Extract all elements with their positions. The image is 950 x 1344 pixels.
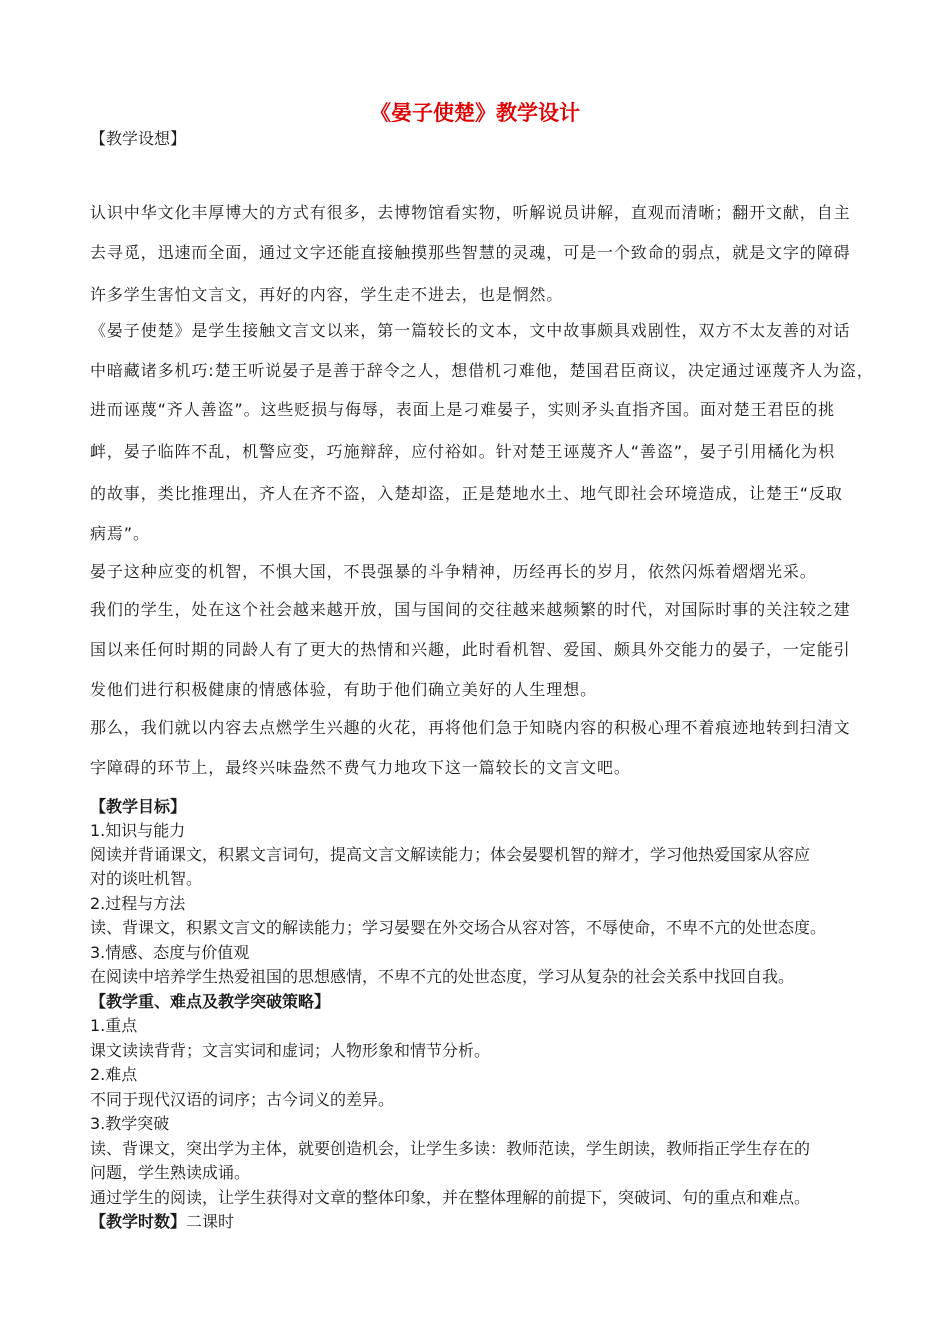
paragraph-line: 阅读并背诵课文，积累文言词句，提高文言文解读能力；体会晏婴机智的辩才，学习他热爱国家从容应: [90, 845, 811, 864]
paragraph-line: 字障碍的环节上，最终兴味盎然不费气力地攻下这一篇较长的文言文吧。: [90, 758, 631, 777]
paragraph-line: 发他们进行积极健康的情感体验，有助于他们确立美好的人生理想。: [90, 680, 598, 699]
paragraph-line: 晏子这种应变的机智，不惧大国，不畏强暴的斗争精神，历经再长的岁月，依然闪烁着熠熠光采。: [90, 562, 817, 581]
paragraph-line: 通过学生的阅读，让学生获得对文章的整体印象，并在整体理解的前提下，突破词、句的重点和难点。: [90, 1188, 811, 1207]
paragraph-line: 我们的学生，处在这个社会越来越开放，国与国间的交往越来越频繁的时代，对国际时事的关注较之建: [90, 600, 851, 619]
paragraph-line: 读、背课文，积累文言文的解读能力；学习晏婴在外交场合从容对答，不辱使命，不卑不亢的处世态度。: [90, 918, 827, 937]
paragraph-line: 的故事，类比推理出，齐人在齐不盗，入楚却盗，正是楚地水土、地气即社会环境造成，让楚王“反取: [90, 484, 843, 503]
subheading-process: 2.过程与方法: [90, 894, 186, 913]
paragraph-line: 许多学生害怕文言文，再好的内容，学生走不进去，也是惘然。: [90, 285, 564, 304]
subheading-difficulty: 2.难点: [90, 1065, 138, 1084]
section-heading-key-points: 【教学重、难点及教学突破策略】: [90, 992, 331, 1011]
subheading-emotion: 3.情感、态度与价值观: [90, 943, 250, 962]
paragraph-line: 那么，我们就以内容去点燃学生兴趣的火花，再将他们急于知晓内容的积极心理不着痕迹地转到扫清文: [90, 718, 851, 737]
paragraph-line: 《晏子使楚》是学生接触文言文以来，第一篇较长的文本，文中故事颇具戏剧性，双方不太友善的对话: [90, 321, 851, 340]
paragraph-line: 读、背课文，突出学为主体，就要创造机会，让学生多读：教师范读，学生朗读，教师指正学生存在的: [90, 1139, 811, 1158]
paragraph-line: 问题，学生熟读成诵。: [90, 1163, 251, 1182]
paragraph-line: 中暗藏诸多机巧:楚王听说晏子是善于辞令之人，想借机刁难他，楚国君臣商议，决定通过诬蔑齐人为盗，: [90, 361, 874, 380]
subheading-knowledge: 1.知识与能力: [90, 821, 186, 840]
paragraph-line: 衅，晏子临阵不乱，机警应变，巧施辩辞，应付裕如。针对楚王诬蔑齐人“善盗”，晏子引用橘化为枳: [90, 442, 836, 461]
section-heading-idea: 【教学设想】: [90, 129, 187, 148]
hours-value: 二课时: [186, 1212, 235, 1231]
paragraph-line: 不同于现代汉语的词序；古今词义的差异。: [90, 1090, 395, 1109]
section-heading-goals: 【教学目标】: [90, 797, 187, 816]
paragraph-line: 进而诬蔑“齐人善盗”。这些贬损与侮辱，表面上是刁难晏子，实则矛头直指齐国。面对楚王君臣的挑: [90, 400, 836, 419]
paragraph-line: 去寻觅，迅速而全面，通过文字还能直接触摸那些智慧的灵魂，可是一个致命的弱点，就是文字的障碍: [90, 243, 851, 262]
document-title: 《晏子使楚》教学设计: [370, 101, 580, 125]
paragraph-line: 对的谈吐机智。: [90, 869, 203, 888]
section-heading-hours: [90, 1209, 234, 1232]
paragraph-line: 认识中华文化丰厚博大的方式有很多，去博物馆看实物，听解说员讲解，直观而清晰；翻开文献，自主: [90, 203, 851, 222]
subheading-breakthrough: 3.教学突破: [90, 1114, 170, 1133]
paragraph-line: 在阅读中培养学生热爱祖国的思想感情，不卑不亢的处世态度，学习从复杂的社会关系中找回自我。: [90, 967, 795, 986]
hours-label: 【教学时数】: [90, 1212, 187, 1231]
paragraph-line: 国以来任何时期的同龄人有了更大的热情和兴趣，此时看机智、爱国、颇具外交能力的晏子，一定能引: [90, 640, 851, 659]
paragraph-line: 病焉”。: [90, 524, 150, 543]
paragraph-line: 课文读读背背；文言实词和虚词；人物形象和情节分析。: [90, 1041, 491, 1060]
subheading-focus: 1.重点: [90, 1016, 138, 1035]
